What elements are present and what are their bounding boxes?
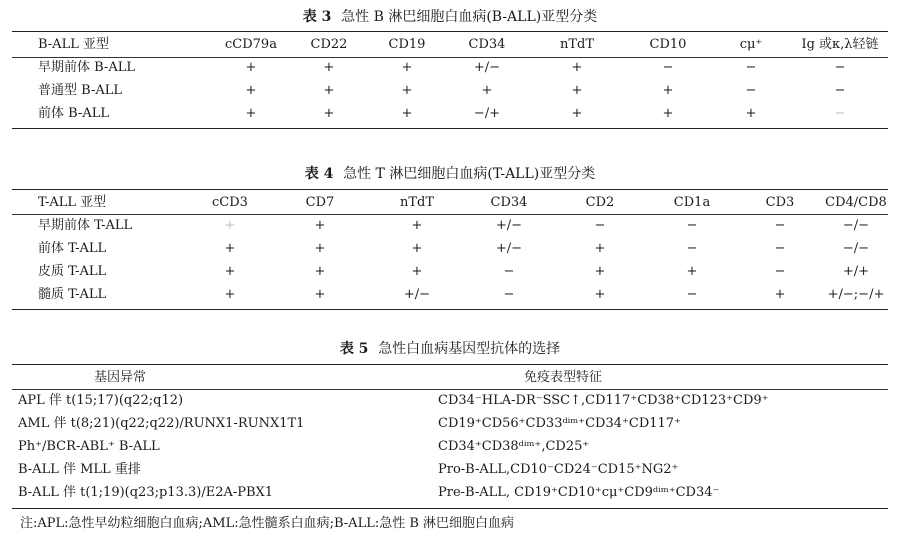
table-cell: + [224,287,236,302]
column-header: CD4/CD8 [825,195,887,210]
row-label: 普通型 B-ALL [38,83,122,98]
column-header: CD3 [765,195,795,210]
table-cell: − [662,60,674,75]
table5-bottom-rule [12,508,888,509]
table-cell: +/−;−/+ [827,287,885,302]
table-cell: + [314,287,326,302]
row-label: B-ALL 伴 MLL 重排 [18,462,141,477]
column-header: CD10 [649,37,687,52]
table-cell: + [594,264,606,279]
column-header: 免疫表型特征 [524,370,603,385]
table-cell: − [686,241,698,256]
table-cell: + [224,218,236,233]
table3-title [0,6,900,26]
table-cell: + [401,106,413,121]
table-cell: +/− [403,287,431,302]
table-cell: + [774,287,786,302]
table-cell: − [594,218,606,233]
table5-caption: 急性白血病基因型抗体的选择 [378,341,561,357]
table-cell: + [571,83,583,98]
column-header: CD7 [305,195,335,210]
table-cell: − [686,218,698,233]
column-header: CD19 [388,37,426,52]
table4-bottom-rule [12,309,888,310]
row-label: 早期前体 T-ALL [38,218,133,233]
table5-number: 表 5 [339,341,369,357]
table5-header-rule [12,389,888,390]
column-header: nTdT [399,195,435,210]
table-cell: + [314,241,326,256]
column-header: CD2 [585,195,615,210]
table-cell: + [401,83,413,98]
table-cell: Pre-B-ALL, CD19⁺CD10⁺cμ⁺CD9ᵈⁱᵐ⁺CD34⁻ [438,485,720,500]
table-cell: + [245,60,257,75]
row-label: 早期前体 B-ALL [38,60,135,75]
table-cell: + [594,287,606,302]
table-cell: −/− [842,218,870,233]
table4-caption: 急性 T 淋巴细胞白血病(T-ALL)亚型分类 [343,166,596,182]
row-label: 髓质 T-ALL [38,287,107,302]
table-cell: + [224,264,236,279]
column-header: B-ALL 亚型 [38,37,109,52]
column-header: Ig 或κ,λ轻链 [801,37,879,52]
table3 [12,33,888,125]
row-label: B-ALL 伴 t(1;19)(q23;p13.3)/E2A-PBX1 [18,485,274,500]
table-cell: − [834,106,846,121]
table-cell: + [662,106,674,121]
table-cell: + [571,60,583,75]
table-cell: + [224,241,236,256]
column-header: CD34 [490,195,528,210]
table-cell: − [745,83,757,98]
table-cell: − [834,60,846,75]
table3-bottom-rule [12,128,888,129]
table-cell: + [323,60,335,75]
table-cell: + [245,83,257,98]
table-cell: + [314,264,326,279]
table-cell: − [774,218,786,233]
table3-top-rule [12,31,888,32]
table4-header-rule [12,214,888,215]
table-cell: + [594,241,606,256]
table5-title [0,338,900,358]
row-label: 前体 B-ALL [38,106,109,121]
column-header: CD22 [310,37,348,52]
table-cell: CD34⁻HLA-DR⁻SSC↑,CD117⁺CD38⁺CD123⁺CD9⁺ [438,393,769,408]
table4-top-rule [12,189,888,190]
table4 [12,191,888,306]
table-cell: + [411,218,423,233]
table-cell: CD34⁺CD38ᵈⁱᵐ⁺,CD25⁺ [438,439,590,454]
table-cell: Pro-B-ALL,CD10⁻CD24⁻CD15⁺NG2⁺ [438,462,679,477]
column-header: CD1a [673,195,711,210]
row-label: Ph⁺/BCR-ABL⁺ B-ALL [18,439,160,454]
table-cell: +/− [495,241,523,256]
table-cell: − [686,287,698,302]
footnote: 注:APL:急性早幼粒细胞白血病;AML:急性髓系白血病;B-ALL:急性 B 淋巴细胞白血病 [20,516,515,531]
column-header: cμ⁺ [739,37,763,52]
column-header: T-ALL 亚型 [38,195,107,210]
table-cell: + [401,60,413,75]
table3-header-rule [12,57,888,58]
table-cell: + [323,83,335,98]
table-cell: − [745,60,757,75]
row-label: AML 伴 t(8;21)(q22;q22)/RUNX1-RUNX1T1 [18,416,305,431]
table-cell: − [774,264,786,279]
table-cell: + [411,241,423,256]
table-cell: +/+ [842,264,870,279]
table-cell: + [686,264,698,279]
table5-top-rule [12,364,888,365]
column-header: 基因异常 [94,370,147,385]
table-cell: − [834,83,846,98]
table-cell: + [245,106,257,121]
column-header: cCD3 [212,195,248,210]
table-cell: + [481,83,493,98]
table-cell: −/+ [473,106,501,121]
table-cell: + [314,218,326,233]
row-label: 皮质 T-ALL [38,264,107,279]
table4-title [0,163,900,183]
table-cell: + [745,106,757,121]
table-cell: − [503,287,515,302]
table-cell: + [571,106,583,121]
table-cell: +/− [473,60,501,75]
row-label: APL 伴 t(15;17)(q22;q12) [18,393,184,408]
table-cell: − [503,264,515,279]
table-cell: + [323,106,335,121]
table4-number: 表 4 [304,166,334,182]
table-cell: CD19⁺CD56⁺CD33ᵈⁱᵐ⁺CD34⁺CD117⁺ [438,416,681,431]
row-label: 前体 T-ALL [38,241,107,256]
table3-number: 表 3 [302,9,332,25]
table-cell: − [774,241,786,256]
table5 [12,366,888,504]
table-cell: −/− [842,241,870,256]
column-header: nTdT [559,37,595,52]
column-header: cCD79a [225,37,277,52]
table-cell: + [411,264,423,279]
table-cell: +/− [495,218,523,233]
table-cell: + [662,83,674,98]
column-header: CD34 [468,37,506,52]
table3-caption: 急性 B 淋巴细胞白血病(B-ALL)亚型分类 [341,9,598,25]
